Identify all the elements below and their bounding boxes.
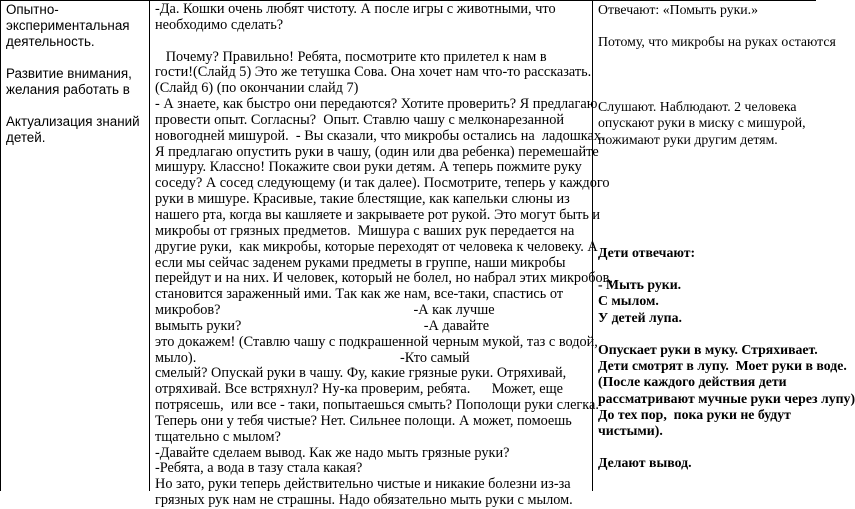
children-text-line: Потому, что микробы на руках остаются xyxy=(598,34,836,50)
teacher-text-line: вымыть руки? -А давайте xyxy=(155,317,490,334)
children-text-line xyxy=(598,439,828,455)
children-text-line: Опускает руки в муку. Стряхивает. xyxy=(598,341,818,357)
children-activity-column xyxy=(598,2,855,471)
teacher-text-line: грязных рук нам не страшны. Надо обязательно мыть руки с мылом. xyxy=(155,492,573,509)
children-text-line xyxy=(598,18,828,34)
children-text-line xyxy=(598,148,828,164)
teacher-text-line: Но зато, руки теперь действительно чистые и никакие болезни из-за xyxy=(155,476,571,493)
teacher-text-line: -Давайте сделаем вывод. Как же надо мыть грязные руки? xyxy=(155,444,510,461)
teacher-text-line: провести опыт. Согласны? Опыт. Ставлю чашу с мелконарезанной xyxy=(155,111,565,128)
children-text-line: Отвечают: «Помыть руки.» xyxy=(598,2,759,17)
children-text-line xyxy=(598,196,828,212)
teacher-text-line xyxy=(155,34,587,50)
teacher-text-line: нашего рта, когда вы кашляете и закрываете рот рукой. Это могут быть и xyxy=(155,206,601,223)
children-text-line xyxy=(598,261,828,277)
teacher-text-line: микробы от грязных предметов. Мишура с ваших рук передается на xyxy=(155,222,575,239)
stage-text: Опытно- экспериментальная деятельность. xyxy=(6,2,130,49)
teacher-text-line: потрясешь, или все - таки, попытаешься смыть? Пополощи руки слегка. xyxy=(155,397,599,414)
children-text-line: У детей лупа. xyxy=(598,309,682,325)
teacher-text-line: Теперь они у тебя чистые? Нет. Сильнее полощи. А может, помоешь xyxy=(155,412,572,429)
teacher-text-line: необходимо сделать? xyxy=(155,16,284,33)
children-text-line: Дети отвечают: xyxy=(598,244,696,260)
children-text-line xyxy=(598,51,828,67)
children-text-line: рассматривают мучные руки через лупу) xyxy=(598,390,855,406)
teacher-text-line: отряхивай. Все встряхнул? Ну-ка проверим, ребята. Может, еще xyxy=(155,381,563,398)
teacher-text-line: (Слайд 6) (по окончании слайд 7) xyxy=(155,80,359,97)
children-text-line: Делают вывод. xyxy=(598,455,692,471)
column-divider-1 xyxy=(149,0,150,491)
teacher-text-line: это докажем! (Ставлю чашу с подкрашенной черным мукой, таз с водой, xyxy=(155,333,598,350)
teacher-text-line: смелый? Опускай руки в чашу. Фу, какие грязные руки. Отряхивай, xyxy=(155,365,567,382)
children-text-line: С мылом. xyxy=(598,293,659,309)
children-text-line: До тех пор, пока руки не будут xyxy=(598,406,791,422)
teacher-text-line: соседу? А сосед следующему (и так далее). Посмотрите, теперь у каждого xyxy=(155,175,610,192)
children-text-line: опускают руки в миску с мишурой, xyxy=(598,115,806,131)
children-text-line xyxy=(598,83,828,99)
children-text-line xyxy=(598,67,828,83)
teacher-text-line: -Ребята, а вода в тазу стала какая? xyxy=(155,460,363,477)
table-border-left xyxy=(0,0,1,491)
stage-text: Развитие внимания, желания работать в xyxy=(6,66,132,97)
children-text-line xyxy=(598,180,828,196)
children-text-line: (После каждого действия дети xyxy=(598,374,787,390)
teacher-text-line: мыло). -Кто самый xyxy=(155,349,470,366)
children-text-line: пожимают руки другим детям. xyxy=(598,131,778,147)
teacher-text-line: Почему? Правильно! Ребята, посмотрите кто прилетел к нам в xyxy=(155,48,547,65)
teacher-text-line: тщательно с мылом? xyxy=(155,428,281,445)
teacher-text-line: если мы сейчас заденем руками предметы в группе, наши микробы xyxy=(155,254,566,271)
teacher-text-line: руки в мишуре. Красивые, такие блестящие, как капельки слюны из xyxy=(155,191,570,208)
teacher-text-line: другие руки, как микробы, которые переходят от человека к человеку. А xyxy=(155,238,598,255)
children-text-line xyxy=(598,229,828,245)
children-text-line xyxy=(598,326,828,342)
teacher-text-line: микробов? -А как лучше xyxy=(155,302,495,319)
children-text-line xyxy=(598,212,828,228)
teacher-text-line: - А знаете, как быстро они передаются? Хотите проверить? Я предлагаю xyxy=(155,96,598,113)
teacher-text-line: гости!(Слайд 5) Это же тетушка Сова. Она хочет нам что-то рассказать. xyxy=(155,64,592,81)
teacher-text-line: становится зараженный ими. Так как же нам, все-таки, спастись от xyxy=(155,286,564,303)
stage-column xyxy=(6,2,146,162)
children-text-line: чистыми). xyxy=(598,422,663,438)
teacher-activity-column xyxy=(155,1,613,509)
teacher-text-line: -Да. Кошки очень любят чистоту. А после игры с животными, что xyxy=(155,1,556,17)
teacher-text-line: Я предлагаю опустить руки в чашу, (один или два ребенка) перемешайте xyxy=(155,143,599,160)
teacher-text-line: мишуру. Классно! Покажите свои руки детям. А теперь пожмите руку xyxy=(155,159,582,176)
children-text-line xyxy=(598,164,828,180)
children-text-line: Дети смотрят в лупу. Моет руки в воде. xyxy=(598,358,847,374)
teacher-text-line: перейдут и на них. И человек, который не болел, но набрал этих микробов, xyxy=(155,270,613,287)
children-text-line: - Мыть руки. xyxy=(598,277,682,293)
teacher-text-line: новогодней мишурой. - Вы сказали, что микробы остались на ладошках. xyxy=(155,127,605,144)
stage-text: Актуализация знаний детей. xyxy=(6,114,140,145)
children-text-line: Слушают. Наблюдают. 2 человека xyxy=(598,99,797,115)
